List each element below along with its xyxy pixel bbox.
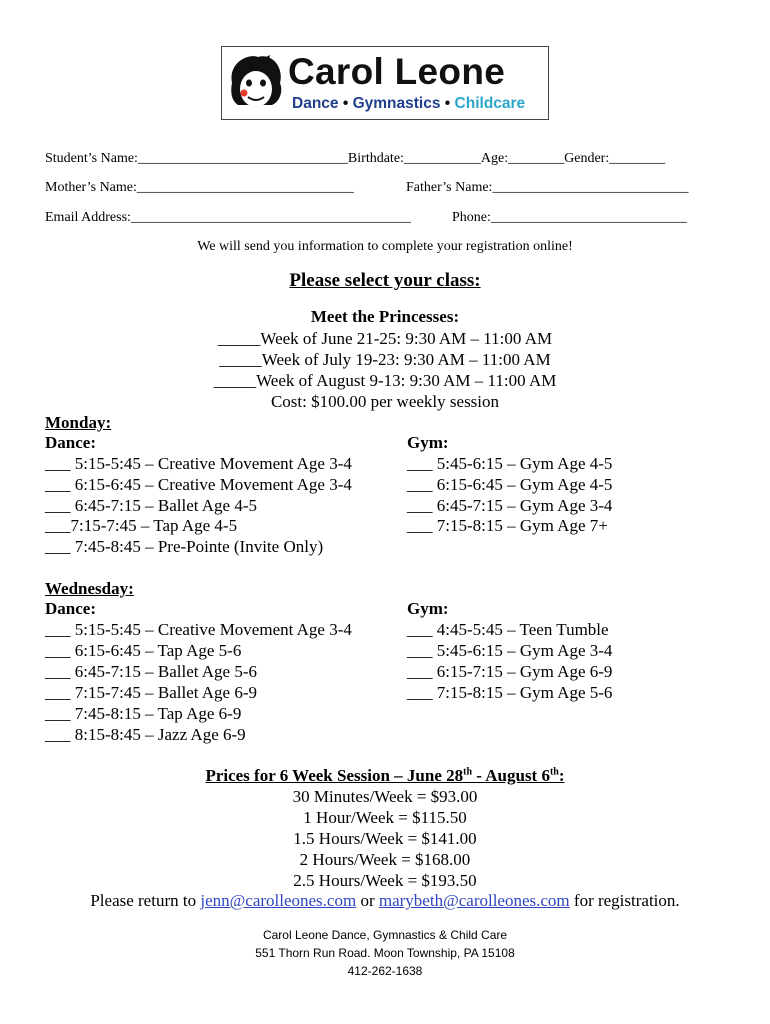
price-item: 2.5 Hours/Week = $193.50 [293,871,477,890]
email-link-jenn[interactable]: jenn@carolleones.com [200,891,357,910]
wednesday-dance-class[interactable]: ___ 7:45-8:15 – Tap Age 6-9 [45,704,242,723]
page-heading: Please select your class: [289,270,481,291]
registration-note: We will send you information to complete your registration online! [197,239,573,254]
logo-tagline: Dance • Gymnastics • Childcare [292,95,526,112]
monday-gym-class[interactable]: ___ 5:45-6:15 – Gym Age 4-5 [407,454,613,473]
footer-company: Carol Leone Dance, Gymnastics & Child Care [262,928,508,942]
monday-gym-class[interactable]: ___ 6:15-6:45 – Gym Age 4-5 [407,475,613,494]
logo-name: Carol Leone [288,51,506,92]
wednesday-dance-class[interactable]: ___ 7:15-7:45 – Ballet Age 6-9 [45,683,258,702]
monday-gym-label: Gym: [407,433,449,452]
email-line[interactable]: Email Address:________________________________________ [45,210,411,225]
monday-dance-class[interactable]: ___ 6:45-7:15 – Ballet Age 4-5 [45,496,258,515]
footer-phone: 412-262-1638 [347,964,423,978]
wednesday-dance-class[interactable]: ___ 6:45-7:15 – Ballet Age 5-6 [45,662,258,681]
price-item: 1.5 Hours/Week = $141.00 [293,829,477,848]
logo [221,46,549,120]
princess-title: Meet the Princesses: [310,307,460,326]
monday-dance-class[interactable]: ___ 6:15-6:45 – Creative Movement Age 3-4 [45,475,352,494]
prices-title: Prices for 6 Week Session – June 28th - August 6th: [205,766,565,785]
price-item: 30 Minutes/Week = $93.00 [292,787,478,806]
monday-dance-class[interactable]: ___7:15-7:45 – Tap Age 4-5 [45,516,238,535]
wednesday-dance-class[interactable]: ___ 5:15-5:45 – Creative Movement Age 3-4 [45,620,352,639]
wednesday-label: Wednesday: [45,579,134,598]
princess-cost: Cost: $100.00 per weekly session [270,392,500,411]
wednesday-gym-label: Gym: [407,599,449,618]
mother-name-line[interactable]: Mother’s Name:_______________________________ [45,180,354,195]
student-info-line[interactable]: Student’s Name:______________________________Birthdate:___________Age:________Gender:________ [45,151,666,166]
monday-dance-class[interactable]: ___ 7:45-8:45 – Pre-Pointe (Invite Only) [45,537,324,556]
price-item: 2 Hours/Week = $168.00 [299,850,471,869]
wednesday-gym-class[interactable]: ___ 4:45-5:45 – Teen Tumble [407,620,609,639]
wednesday-gym-class[interactable]: ___ 7:15-8:15 – Gym Age 5-6 [407,683,613,702]
price-item: 1 Hour/Week = $115.50 [303,808,467,827]
footer-address: 551 Thorn Run Road. Moon Township, PA 15108 [255,946,515,960]
wednesday-dance-class[interactable]: ___ 8:15-8:45 – Jazz Age 6-9 [45,725,246,744]
princess-week[interactable]: _____Week of July 19-23: 9:30 AM – 11:00 AM [219,350,551,369]
wednesday-gym-class[interactable]: ___ 5:45-6:15 – Gym Age 3-4 [407,641,613,660]
monday-dance-class[interactable]: ___ 5:15-5:45 – Creative Movement Age 3-4 [45,454,352,473]
father-name-line[interactable]: Father’s Name:____________________________ [406,180,689,195]
wednesday-gym-class[interactable]: ___ 6:15-7:15 – Gym Age 6-9 [407,662,613,681]
monday-label: Monday: [45,413,112,432]
email-link-marybeth[interactable]: marybeth@carolleones.com [378,891,570,910]
monday-dance-label: Dance: [45,433,96,452]
clown-face-icon [228,53,284,113]
princess-week[interactable]: _____Week of June 21-25: 9:30 AM – 11:00 AM [217,329,553,348]
phone-line[interactable]: Phone:____________________________ [452,210,687,225]
wednesday-dance-label: Dance: [45,599,96,618]
return-instructions: Please return to jenn@carolleones.com or marybeth@carolleones.com for registration. [90,891,680,910]
wednesday-dance-class[interactable]: ___ 6:15-6:45 – Tap Age 5-6 [45,641,242,660]
monday-gym-class[interactable]: ___ 6:45-7:15 – Gym Age 3-4 [407,496,613,515]
princess-week[interactable]: _____Week of August 9-13: 9:30 AM – 11:00 AM [213,371,557,390]
monday-gym-class[interactable]: ___ 7:15-8:15 – Gym Age 7+ [407,516,608,535]
